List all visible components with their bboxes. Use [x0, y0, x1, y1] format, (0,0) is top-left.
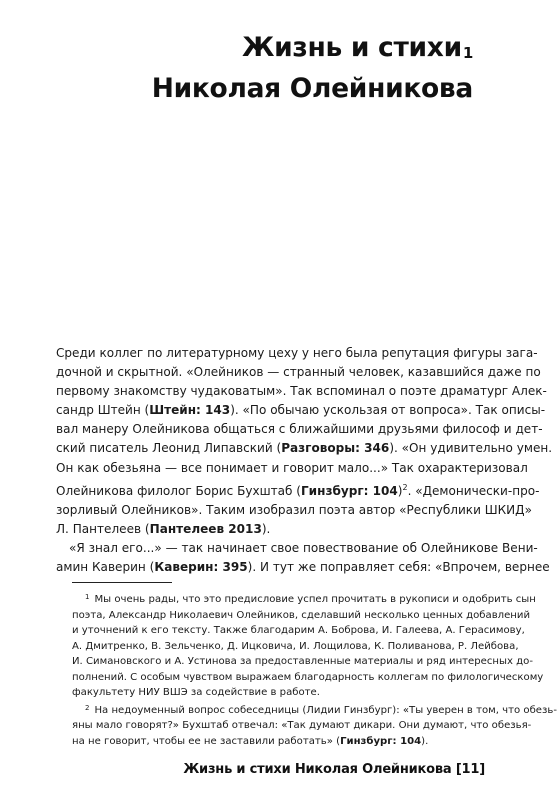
text-run: Среди коллег по литературному цеху у него была репутация фигуры зага- — [56, 346, 538, 360]
footnote-line — [72, 734, 484, 750]
body-line — [56, 363, 541, 382]
footnote-line — [72, 685, 484, 701]
chapter-title — [152, 30, 473, 106]
text-run: ). «Он удивительно умен. — [389, 441, 553, 456]
body-line — [56, 539, 538, 558]
title-footnote-marker: 1 — [462, 43, 473, 62]
footnote-line — [72, 590, 536, 608]
chapter-title-text-1: Жизнь и стихи — [241, 31, 462, 63]
text-run: на не говорит, чтобы ее не заставили работать» ( — [72, 735, 341, 747]
text-run: яны мало говорят?» Бухштаб отвечал: «Так думают дикари. Они думают, что обезья- — [72, 720, 532, 731]
chapter-title-line-2: Николая Олейникова — [151, 72, 473, 104]
body-line — [56, 401, 546, 420]
text-run: Л. Пантелеев ( — [56, 521, 150, 536]
footnote-line — [72, 670, 544, 686]
text-run: вал манеру Олейникова общаться с ближайшими друзьями философ и дет- — [56, 422, 543, 437]
text-run: ский писатель Леонид Липавский ( — [56, 441, 282, 456]
citation-reference: Каверин: 395 — [154, 560, 248, 575]
body-text — [56, 344, 553, 577]
body-line — [56, 382, 547, 401]
text-run: ) — [397, 483, 403, 498]
text-run: зорливый Олейников». Таким изобразил поэта автор «Республики ШКИД» — [56, 502, 532, 517]
citation-reference: Пантелеев 2013 — [149, 521, 262, 536]
body-line — [56, 520, 484, 539]
citation-reference: Гинзбург: 104 — [301, 483, 398, 498]
text-run: ). И тут же поправляет себя: «Впрочем, вернее — [247, 560, 550, 575]
citation-reference: Разговоры: 346 — [281, 441, 390, 456]
footnote-line — [72, 701, 557, 719]
footnote-line — [72, 654, 533, 670]
citation-reference: Штейн: 143 — [149, 403, 231, 418]
text-run: поэта, Александр Николаевич Олейников, сделавший несколько ценных добавлений — [72, 609, 531, 621]
text-run: ). «По обычаю ускользая от вопроса». Так описы- — [230, 403, 546, 418]
text-run: факультету НИУ ВШЭ за содействие в работе. — [72, 687, 320, 698]
footnote-divider — [72, 582, 172, 583]
text-run: дочной и скрытной. «Олейников — странный человек, казавшийся даже по — [56, 365, 541, 380]
body-line — [56, 420, 543, 439]
body-line — [56, 344, 538, 363]
body-line — [56, 501, 532, 520]
text-run: . «Демонически-про- — [407, 483, 540, 498]
footnote-line — [72, 623, 525, 639]
text-run: ). — [261, 521, 271, 536]
running-footer: Жизнь и стихи Николая Олейникова [11] — [183, 762, 485, 777]
text-run: и уточнений к его тексту. Также благодарим А. Боброва, И. Галеева, А. Герасимову, — [72, 625, 525, 636]
citation-reference: Гинзбург: 104 — [340, 735, 422, 747]
footnotes — [72, 590, 557, 749]
text-run: Он как обезьяна — все понимает и говорит мало...» Так охарактеризовал — [56, 460, 528, 475]
text-run: первому знакомству чудаковатым». Так вспоминал о поэте драматург Алек- — [56, 384, 547, 399]
body-line — [56, 558, 550, 577]
footnote-line — [72, 639, 519, 655]
footnote-reference: 2 — [402, 482, 408, 492]
text-run: ). — [421, 735, 429, 747]
text-run: полнений. С особым чувством выражаем благодарность коллегам по филологическому — [72, 671, 544, 683]
body-line — [56, 459, 528, 478]
footnote-line — [72, 608, 531, 624]
footnote-line — [72, 718, 532, 734]
text-run: На недоуменный вопрос собеседницы (Лидии Гинзбург): «Ты уверен в том, что обезь- — [94, 704, 557, 716]
text-run: Мы очень рады, что это предисловие успел прочитать в рукописи и одобрить сын — [94, 594, 536, 605]
text-run: А. Дмитренко, В. Зельченко, Д. Ицковича, И. Лощилова, К. Поливанова, Р. Лейбова, — [72, 640, 519, 652]
footnote-number: 2 — [85, 703, 90, 712]
chapter-title-line-1 — [152, 30, 473, 71]
text-run: «Я знал его...» — так начинает свое повествование об Олейникове Вени- — [69, 540, 538, 555]
footnote-number: 1 — [85, 593, 90, 601]
body-line — [56, 478, 540, 501]
body-line — [56, 439, 553, 458]
text-run: Олейникова филолог Борис Бухштаб ( — [56, 483, 301, 498]
text-run: сандр Штейн ( — [56, 403, 150, 418]
text-run: И. Симановского и А. Устинова за предоставленные материалы и ряд интересных до- — [72, 656, 533, 667]
text-run: амин Каверин ( — [56, 560, 155, 575]
